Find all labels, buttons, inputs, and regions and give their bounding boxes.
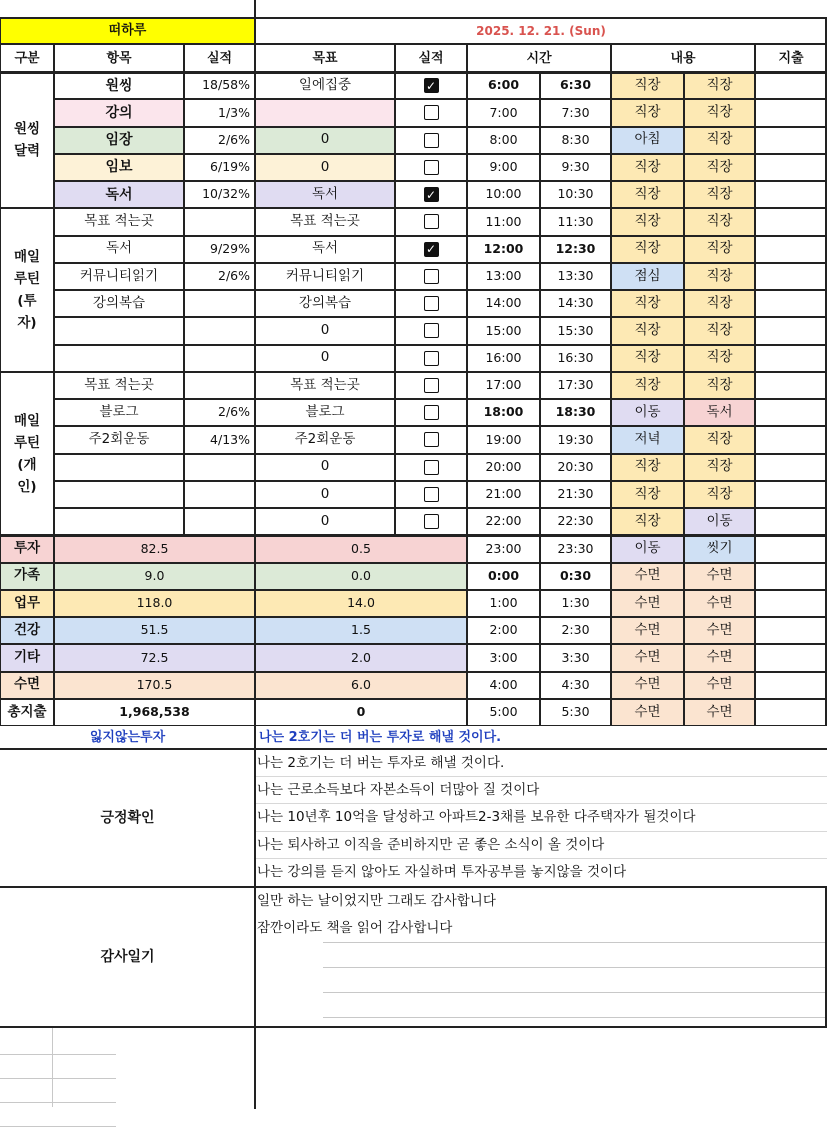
guide-line xyxy=(323,992,825,993)
time-end-cell: 15:30 xyxy=(540,317,611,344)
time-start-cell: 13:00 xyxy=(467,263,540,290)
guide-line xyxy=(323,967,825,968)
divider xyxy=(0,17,827,19)
summary-goal: 0 xyxy=(255,699,467,726)
summary-actual: 1,968,538 xyxy=(54,699,255,726)
content-cell-b: 직장 xyxy=(684,454,755,481)
content-cell-b: 독서 xyxy=(684,399,755,426)
affirmation-line: 나는 10년후 10억을 달성하고 아파트2-3채를 보유한 다주택자가 될것이다 xyxy=(255,804,827,831)
item-actual-cell xyxy=(184,372,255,399)
checkbox[interactable] xyxy=(424,405,439,420)
checkbox[interactable] xyxy=(424,214,439,229)
time-end-cell: 5:30 xyxy=(540,699,611,726)
goal-cell: 독서 xyxy=(255,181,395,208)
affirmation-line: 나는 퇴사하고 이직을 준비하지만 곧 좋은 소식이 올 것이다 xyxy=(255,832,827,859)
time-start-cell: 21:00 xyxy=(467,481,540,508)
guide-line xyxy=(0,1054,116,1055)
time-end-cell: 1:30 xyxy=(540,590,611,617)
time-end-cell: 4:30 xyxy=(540,672,611,699)
content-cell-a: 수면 xyxy=(611,672,684,699)
content-cell-b: 수면 xyxy=(684,590,755,617)
group-label-routine-invest: 매일 루틴 (투 자) xyxy=(0,208,54,372)
content-cell-a: 직장 xyxy=(611,317,684,344)
header-actual-2: 실적 xyxy=(395,44,467,72)
content-cell-a: 수면 xyxy=(611,699,684,726)
expense-cell xyxy=(755,590,827,617)
item-cell: 강의복습 xyxy=(54,290,184,317)
item-cell: 커뮤니티읽기 xyxy=(54,263,184,290)
check-cell xyxy=(395,154,467,181)
header-category: 구분 xyxy=(0,44,54,72)
item-cell xyxy=(54,345,184,372)
time-end-cell: 14:30 xyxy=(540,290,611,317)
checkbox[interactable] xyxy=(424,487,439,502)
content-cell-a: 직장 xyxy=(611,99,684,126)
time-end-cell: 2:30 xyxy=(540,617,611,644)
guide-line xyxy=(0,1102,116,1103)
item-actual-cell: 6/19% xyxy=(184,154,255,181)
checkbox[interactable] xyxy=(424,160,439,175)
content-cell-b: 수면 xyxy=(684,672,755,699)
summary-actual: 170.5 xyxy=(54,672,255,699)
gratitude-line: 일만 하는 날이었지만 그래도 감사합니다 xyxy=(257,893,496,909)
content-cell-b: 이동 xyxy=(684,508,755,535)
time-start-cell: 9:00 xyxy=(467,154,540,181)
checkbox[interactable] xyxy=(424,432,439,447)
content-cell-a: 직장 xyxy=(611,290,684,317)
checkbox[interactable] xyxy=(424,323,439,338)
goal-cell: 커뮤니티읽기 xyxy=(255,263,395,290)
item-actual-cell xyxy=(184,317,255,344)
content-cell-b: 수면 xyxy=(684,699,755,726)
content-cell-b: 직장 xyxy=(684,99,755,126)
content-cell-b: 직장 xyxy=(684,317,755,344)
goal-cell: 0 xyxy=(255,454,395,481)
summary-label: 업무 xyxy=(0,590,54,617)
time-end-cell: 3:30 xyxy=(540,644,611,671)
goal-cell: 주2회운동 xyxy=(255,426,395,453)
content-cell-b: 직장 xyxy=(684,127,755,154)
item-cell: 임장 xyxy=(54,127,184,154)
item-cell: 주2회운동 xyxy=(54,426,184,453)
content-cell-a: 저녁 xyxy=(611,426,684,453)
expense-cell xyxy=(755,290,827,317)
item-actual-cell: 9/29% xyxy=(184,236,255,263)
checkbox[interactable]: ✓ xyxy=(424,78,439,93)
item-actual-cell: 10/32% xyxy=(184,181,255,208)
expense-cell xyxy=(755,563,827,590)
time-start-cell: 6:00 xyxy=(467,72,540,99)
content-cell-a: 직장 xyxy=(611,208,684,235)
content-cell-b: 직장 xyxy=(684,72,755,99)
item-cell: 목표 적는곳 xyxy=(54,208,184,235)
content-cell-a: 수면 xyxy=(611,563,684,590)
affirmation-line: 나는 2호기는 더 버는 투자로 해낼 것이다. xyxy=(255,750,827,777)
expense-cell xyxy=(755,672,827,699)
content-cell-a: 직장 xyxy=(611,508,684,535)
check-cell xyxy=(395,181,467,208)
affirmation-label: 긍정확인 xyxy=(100,810,155,826)
summary-actual: 51.5 xyxy=(54,617,255,644)
content-cell-a: 수면 xyxy=(611,617,684,644)
content-cell-b: 직장 xyxy=(684,290,755,317)
goal-cell: 목표 적는곳 xyxy=(255,208,395,235)
check-cell xyxy=(395,454,467,481)
check-cell xyxy=(395,372,467,399)
summary-label: 가족 xyxy=(0,563,54,590)
time-end-cell: 21:30 xyxy=(540,481,611,508)
checkbox[interactable]: ✓ xyxy=(424,242,439,257)
checkbox[interactable] xyxy=(424,460,439,475)
checkbox[interactable] xyxy=(424,105,439,120)
goal-cell: 블로그 xyxy=(255,399,395,426)
content-cell-b: 직장 xyxy=(684,426,755,453)
item-actual-cell xyxy=(184,508,255,535)
time-end-cell: 9:30 xyxy=(540,154,611,181)
guide-line xyxy=(52,1028,53,1107)
expense-cell xyxy=(755,399,827,426)
checkbox[interactable]: ✓ xyxy=(424,187,439,202)
group-label-onething: 원씽 달력 xyxy=(0,72,54,208)
summary-label: 건강 xyxy=(0,617,54,644)
content-cell-b: 직장 xyxy=(684,181,755,208)
goal-cell: 0 xyxy=(255,317,395,344)
gratitude-line: 잠깐이라도 책을 읽어 감사합니다 xyxy=(257,920,453,936)
content-cell-a: 수면 xyxy=(611,644,684,671)
content-cell-b: 씻기 xyxy=(684,535,755,562)
expense-cell xyxy=(755,263,827,290)
check-cell xyxy=(395,426,467,453)
check-cell xyxy=(395,99,467,126)
divider xyxy=(0,1026,827,1028)
item-cell xyxy=(54,508,184,535)
group-label-routine-personal: 매일 루틴 (개 인) xyxy=(0,372,54,536)
time-end-cell: 7:30 xyxy=(540,99,611,126)
expense-cell xyxy=(755,236,827,263)
content-cell-a: 직장 xyxy=(611,72,684,99)
time-start-cell: 7:00 xyxy=(467,99,540,126)
gratitude-label: 감사일기 xyxy=(100,949,155,965)
expense-cell xyxy=(755,72,827,99)
content-cell-a: 직장 xyxy=(611,372,684,399)
item-cell: 목표 적는곳 xyxy=(54,372,184,399)
expense-cell xyxy=(755,508,827,535)
time-start-cell: 12:00 xyxy=(467,236,540,263)
item-actual-cell xyxy=(184,290,255,317)
content-cell-b: 직장 xyxy=(684,263,755,290)
guide-line xyxy=(0,1078,116,1079)
check-cell xyxy=(395,208,467,235)
item-cell: 블로그 xyxy=(54,399,184,426)
content-cell-a: 직장 xyxy=(611,236,684,263)
time-start-cell: 14:00 xyxy=(467,290,540,317)
content-cell-a: 직장 xyxy=(611,454,684,481)
time-start-cell: 5:00 xyxy=(467,699,540,726)
item-cell: 강의 xyxy=(54,99,184,126)
item-cell: 원씽 xyxy=(54,72,184,99)
expense-cell xyxy=(755,99,827,126)
content-cell-a: 아침 xyxy=(611,127,684,154)
item-cell: 임보 xyxy=(54,154,184,181)
item-actual-cell xyxy=(184,454,255,481)
item-actual-cell xyxy=(184,345,255,372)
header-item: 항목 xyxy=(54,44,184,72)
expense-cell xyxy=(755,644,827,671)
check-cell xyxy=(395,127,467,154)
content-cell-b: 수면 xyxy=(684,644,755,671)
checkbox[interactable] xyxy=(424,351,439,366)
time-end-cell: 0:30 xyxy=(540,563,611,590)
checkbox[interactable] xyxy=(424,296,439,311)
checkbox[interactable] xyxy=(424,514,439,529)
time-end-cell: 16:30 xyxy=(540,345,611,372)
title-cell: 떠하루 xyxy=(0,17,255,44)
expense-cell xyxy=(755,154,827,181)
header-time: 시간 xyxy=(467,44,611,72)
check-cell xyxy=(395,317,467,344)
time-start-cell: 17:00 xyxy=(467,372,540,399)
header-goal: 목표 xyxy=(255,44,395,72)
summary-label: 총지출 xyxy=(0,699,54,726)
item-cell: 독서 xyxy=(54,181,184,208)
expense-cell xyxy=(755,208,827,235)
item-cell xyxy=(54,454,184,481)
time-start-cell: 3:00 xyxy=(467,644,540,671)
goal-cell: 일에집중 xyxy=(255,72,395,99)
check-cell xyxy=(395,508,467,535)
goal-cell: 0 xyxy=(255,508,395,535)
content-cell-b: 직장 xyxy=(684,481,755,508)
content-cell-a: 직장 xyxy=(611,181,684,208)
time-start-cell: 0:00 xyxy=(467,563,540,590)
summary-actual: 9.0 xyxy=(54,563,255,590)
content-cell-a: 점심 xyxy=(611,263,684,290)
time-end-cell: 13:30 xyxy=(540,263,611,290)
check-cell xyxy=(395,236,467,263)
content-cell-b: 직장 xyxy=(684,372,755,399)
goal-cell xyxy=(255,99,395,126)
goal-cell: 0 xyxy=(255,154,395,181)
expense-cell xyxy=(755,481,827,508)
content-cell-a: 직장 xyxy=(611,345,684,372)
summary-goal: 0.5 xyxy=(255,535,467,562)
content-cell-b: 수면 xyxy=(684,617,755,644)
summary-goal: 6.0 xyxy=(255,672,467,699)
check-cell xyxy=(395,290,467,317)
summary-label: 수면 xyxy=(0,672,54,699)
expense-cell xyxy=(755,454,827,481)
expense-cell xyxy=(755,426,827,453)
check-cell xyxy=(395,72,467,99)
content-cell-b: 직장 xyxy=(684,208,755,235)
summary-label: 기타 xyxy=(0,644,54,671)
time-end-cell: 22:30 xyxy=(540,508,611,535)
summary-actual: 72.5 xyxy=(54,644,255,671)
time-end-cell: 6:30 xyxy=(540,72,611,99)
item-actual-cell: 2/6% xyxy=(184,399,255,426)
content-cell-a: 수면 xyxy=(611,590,684,617)
date-cell: 2025. 12. 21. (Sun) xyxy=(255,17,827,44)
expense-cell xyxy=(755,181,827,208)
item-cell xyxy=(54,481,184,508)
header-expense: 지출 xyxy=(755,44,827,72)
expense-cell xyxy=(755,617,827,644)
expense-cell xyxy=(755,699,827,726)
time-end-cell: 8:30 xyxy=(540,127,611,154)
item-actual-cell: 18/58% xyxy=(184,72,255,99)
goal-cell: 강의복습 xyxy=(255,290,395,317)
item-actual-cell: 1/3% xyxy=(184,99,255,126)
goal-cell: 목표 적는곳 xyxy=(255,372,395,399)
summary-actual: 118.0 xyxy=(54,590,255,617)
checkbox[interactable] xyxy=(424,378,439,393)
content-cell-b: 직장 xyxy=(684,154,755,181)
time-end-cell: 17:30 xyxy=(540,372,611,399)
expense-cell xyxy=(755,127,827,154)
time-end-cell: 23:30 xyxy=(540,535,611,562)
time-start-cell: 22:00 xyxy=(467,508,540,535)
goal-cell: 0 xyxy=(255,481,395,508)
time-end-cell: 19:30 xyxy=(540,426,611,453)
guide-line xyxy=(323,1017,825,1018)
item-cell xyxy=(54,317,184,344)
time-start-cell: 4:00 xyxy=(467,672,540,699)
goal-cell: 0 xyxy=(255,127,395,154)
affirmation-line: 나는 강의를 듣지 않아도 자실하며 투자공부를 놓지않을 것이다 xyxy=(257,863,627,880)
divider xyxy=(0,72,827,74)
time-start-cell: 10:00 xyxy=(467,181,540,208)
invest-label: 잃지않는투자 xyxy=(89,729,166,745)
content-cell-b: 직장 xyxy=(684,345,755,372)
affirmation-line: 나는 근로소득보다 자본소득이 더많아 질 것이다 xyxy=(255,777,827,804)
time-end-cell: 12:30 xyxy=(540,236,611,263)
item-actual-cell: 2/6% xyxy=(184,127,255,154)
summary-goal: 0.0 xyxy=(255,563,467,590)
item-cell: 독서 xyxy=(54,236,184,263)
time-start-cell: 11:00 xyxy=(467,208,540,235)
content-cell-a: 이동 xyxy=(611,535,684,562)
check-cell xyxy=(395,263,467,290)
expense-cell xyxy=(755,372,827,399)
item-actual-cell xyxy=(184,481,255,508)
divider xyxy=(254,0,256,1109)
item-actual-cell: 2/6% xyxy=(184,263,255,290)
time-start-cell: 23:00 xyxy=(467,535,540,562)
summary-goal: 2.0 xyxy=(255,644,467,671)
expense-cell xyxy=(755,535,827,562)
checkbox[interactable] xyxy=(424,269,439,284)
summary-goal: 1.5 xyxy=(255,617,467,644)
time-start-cell: 1:00 xyxy=(467,590,540,617)
content-cell-a: 직장 xyxy=(611,154,684,181)
summary-goal: 14.0 xyxy=(255,590,467,617)
invest-statement: 나는 2호기는 더 버는 투자로 해낼 것이다. xyxy=(259,729,502,745)
expense-cell xyxy=(755,317,827,344)
goal-cell: 0 xyxy=(255,345,395,372)
content-cell-b: 수면 xyxy=(684,563,755,590)
content-cell-b: 직장 xyxy=(684,236,755,263)
time-start-cell: 20:00 xyxy=(467,454,540,481)
time-end-cell: 11:30 xyxy=(540,208,611,235)
summary-label: 투자 xyxy=(0,535,54,562)
time-start-cell: 8:00 xyxy=(467,127,540,154)
time-start-cell: 15:00 xyxy=(467,317,540,344)
check-cell xyxy=(395,481,467,508)
time-end-cell: 18:30 xyxy=(540,399,611,426)
item-actual-cell xyxy=(184,208,255,235)
check-cell xyxy=(395,399,467,426)
time-end-cell: 10:30 xyxy=(540,181,611,208)
content-cell-a: 이동 xyxy=(611,399,684,426)
item-actual-cell: 4/13% xyxy=(184,426,255,453)
time-end-cell: 20:30 xyxy=(540,454,611,481)
time-start-cell: 19:00 xyxy=(467,426,540,453)
time-start-cell: 2:00 xyxy=(467,617,540,644)
expense-cell xyxy=(755,345,827,372)
header-content: 내용 xyxy=(611,44,755,72)
content-cell-a: 직장 xyxy=(611,481,684,508)
divider xyxy=(0,535,827,537)
time-start-cell: 16:00 xyxy=(467,345,540,372)
guide-line xyxy=(323,942,825,943)
header-actual: 실적 xyxy=(184,44,255,72)
goal-cell: 독서 xyxy=(255,236,395,263)
checkbox[interactable] xyxy=(424,133,439,148)
summary-actual: 82.5 xyxy=(54,535,255,562)
check-cell xyxy=(395,345,467,372)
time-start-cell: 18:00 xyxy=(467,399,540,426)
